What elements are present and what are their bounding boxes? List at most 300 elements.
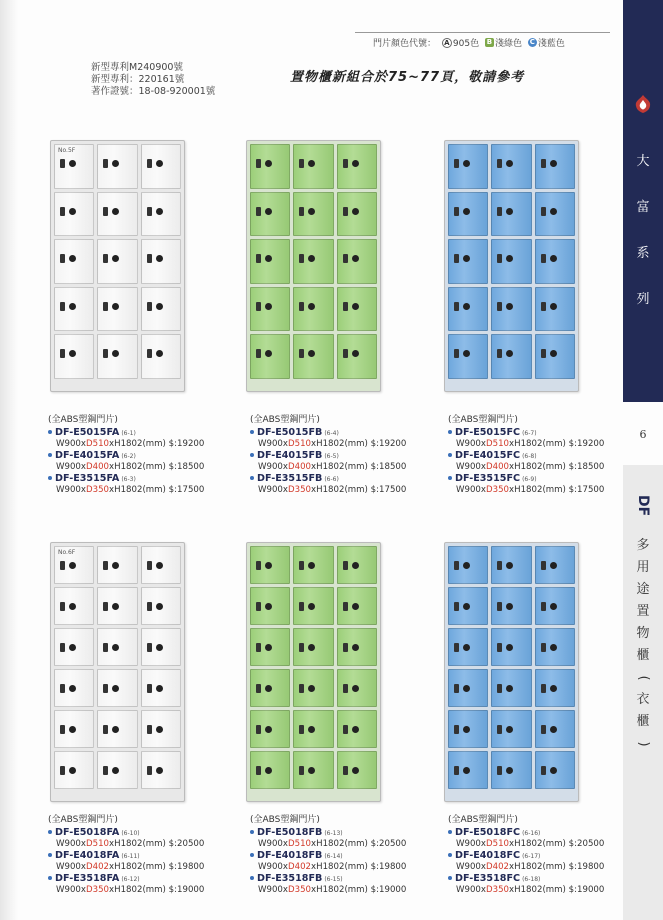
locker-door — [448, 710, 488, 748]
knob-icon — [265, 160, 272, 167]
locker-cabinet-image — [50, 542, 185, 802]
model-code: DF-E5015FA (6-1) — [48, 428, 204, 439]
knob-icon — [463, 685, 470, 692]
category-char: 多 — [636, 538, 650, 553]
locker-door — [97, 192, 137, 237]
color-name-b: 淺綠色 — [494, 39, 522, 49]
knob-icon — [156, 160, 163, 167]
lock-icon — [103, 766, 108, 775]
model-spec: W900xD350xH1802(mm) $:19000 — [56, 885, 205, 895]
locker-door — [337, 751, 377, 789]
knob-icon — [352, 255, 359, 262]
model-ref: (6-4) — [324, 430, 339, 437]
model-ref: (6-13) — [324, 830, 343, 837]
model-ref: (6-18) — [522, 876, 541, 883]
locker-door — [250, 628, 290, 666]
bullet-icon — [48, 476, 52, 480]
model-ref: (6-9) — [522, 476, 537, 483]
model-ref: (6-1) — [121, 430, 136, 437]
knob-icon — [112, 603, 119, 610]
category-char: ) — [636, 741, 651, 747]
locker-door — [491, 239, 531, 284]
lock-icon — [541, 254, 546, 263]
color-chip-b: B — [486, 38, 493, 46]
page-number: 6 — [639, 428, 647, 441]
locker-door — [250, 710, 290, 748]
model-ref: (6-7) — [522, 430, 537, 437]
knob-icon — [265, 767, 272, 774]
lock-icon — [454, 766, 459, 775]
knob-icon — [265, 303, 272, 310]
locker-door — [54, 546, 94, 584]
lock-icon — [497, 561, 502, 570]
locker-door — [54, 628, 94, 666]
color-name-c: 淺藍色 — [537, 39, 565, 49]
knob-icon — [156, 303, 163, 310]
knob-icon — [112, 644, 119, 651]
knob-icon — [112, 685, 119, 692]
bullet-icon — [448, 476, 452, 480]
lock-icon — [147, 602, 152, 611]
knob-icon — [352, 644, 359, 651]
lock-icon — [343, 159, 348, 168]
model-price: $:20500 — [168, 839, 205, 849]
lock-icon — [299, 561, 304, 570]
color-chip-a: A — [442, 38, 452, 48]
door-material-caption: (全ABS塑鋼門片) — [448, 815, 518, 825]
model-code: DF-E4018FC (6-17) — [448, 851, 604, 862]
door-color-codes — [355, 32, 610, 50]
lock-icon — [454, 159, 459, 168]
knob-icon — [112, 303, 119, 310]
lock-icon — [299, 207, 304, 216]
locker-door — [54, 287, 94, 332]
category-char: ( — [636, 675, 651, 681]
knob-icon — [156, 726, 163, 733]
model-list — [48, 428, 204, 497]
knob-icon — [506, 562, 513, 569]
knob-icon — [69, 767, 76, 774]
depth-value: D350 — [288, 485, 312, 495]
locker-door — [97, 144, 137, 189]
locker-door — [491, 587, 531, 625]
knob-icon — [69, 685, 76, 692]
knob-icon — [112, 726, 119, 733]
lock-icon — [299, 254, 304, 263]
knob-icon — [308, 726, 315, 733]
lock-icon — [541, 302, 546, 311]
sidebar-category-code — [623, 495, 663, 516]
locker-door — [141, 144, 181, 189]
lock-icon — [541, 643, 546, 652]
knob-icon — [308, 685, 315, 692]
locker-door — [337, 587, 377, 625]
bullet-icon — [448, 876, 452, 880]
lock-icon — [343, 766, 348, 775]
knob-icon — [352, 303, 359, 310]
model-price: $:19000 — [370, 885, 407, 895]
lock-icon — [60, 207, 65, 216]
bullet-icon — [48, 853, 52, 857]
locker-door — [141, 334, 181, 379]
knob-icon — [352, 767, 359, 774]
locker-door — [535, 587, 575, 625]
knob-icon — [265, 255, 272, 262]
knob-icon — [463, 726, 470, 733]
knob-icon — [550, 160, 557, 167]
knob-icon — [308, 208, 315, 215]
locker-door — [535, 669, 575, 707]
locker-door — [535, 546, 575, 584]
knob-icon — [506, 208, 513, 215]
door-material-caption: (全ABS塑鋼門片) — [48, 415, 118, 425]
locker-door — [491, 334, 531, 379]
depth-value: D510 — [288, 839, 312, 849]
locker-door — [141, 710, 181, 748]
lock-icon — [497, 349, 502, 358]
model-ref: (6-10) — [121, 830, 140, 837]
lock-icon — [60, 349, 65, 358]
knob-icon — [265, 603, 272, 610]
door-material-caption: (全ABS塑鋼門片) — [250, 815, 320, 825]
knob-icon — [308, 303, 315, 310]
model-price: $:17500 — [168, 485, 205, 495]
locker-door — [491, 287, 531, 332]
bullet-icon — [448, 430, 452, 434]
bullet-icon — [48, 430, 52, 434]
knob-icon — [463, 350, 470, 357]
knob-icon — [156, 644, 163, 651]
knob-icon — [550, 644, 557, 651]
category-char: 櫃 — [636, 648, 650, 663]
knob-icon — [550, 303, 557, 310]
locker-door — [54, 239, 94, 284]
model-code: DF-E5018FA (6-10) — [48, 828, 204, 839]
model-list — [448, 428, 604, 497]
locker-door — [293, 144, 333, 189]
knob-icon — [550, 350, 557, 357]
locker-door — [491, 144, 531, 189]
locker-door — [337, 669, 377, 707]
knob-icon — [352, 562, 359, 569]
locker-door — [141, 587, 181, 625]
locker-door — [535, 334, 575, 379]
door-material-caption: (全ABS塑鋼門片) — [250, 415, 320, 425]
model-list — [48, 828, 204, 897]
model-price: $:19800 — [370, 862, 407, 872]
knob-icon — [506, 350, 513, 357]
lock-icon — [343, 561, 348, 570]
depth-value: D350 — [288, 885, 312, 895]
lock-icon — [103, 254, 108, 263]
lock-icon — [256, 159, 261, 168]
depth-value: D510 — [86, 439, 110, 449]
lock-icon — [497, 725, 502, 734]
model-spec: W900xD400xH1802(mm) $:18500 — [456, 462, 605, 472]
category-char: 櫃 — [636, 714, 650, 729]
knob-icon — [463, 303, 470, 310]
locker-door — [491, 628, 531, 666]
model-ref: (6-6) — [324, 476, 339, 483]
knob-icon — [156, 208, 163, 215]
knob-icon — [308, 255, 315, 262]
model-price: $:19000 — [168, 885, 205, 895]
lock-icon — [497, 302, 502, 311]
door-material-caption: (全ABS塑鋼門片) — [48, 815, 118, 825]
locker-door — [54, 751, 94, 789]
knob-icon — [352, 685, 359, 692]
lock-icon — [256, 643, 261, 652]
lock-icon — [147, 643, 152, 652]
locker-door — [535, 628, 575, 666]
locker-door — [250, 546, 290, 584]
model-price: $:17500 — [370, 485, 407, 495]
model-spec: W900xD350xH1802(mm) $:17500 — [56, 485, 205, 495]
locker-door — [97, 239, 137, 284]
lock-icon — [103, 643, 108, 652]
knob-icon — [69, 255, 76, 262]
lock-icon — [60, 254, 65, 263]
locker-door — [141, 669, 181, 707]
knob-icon — [550, 208, 557, 215]
locker-door — [293, 751, 333, 789]
model-code: DF-E3515FC (6-9) — [448, 474, 604, 485]
knob-icon — [265, 208, 272, 215]
locker-door — [535, 192, 575, 237]
binding-edge — [0, 0, 18, 920]
locker-door — [54, 192, 94, 237]
color-name-a: 905色 — [452, 39, 480, 49]
knob-icon — [156, 767, 163, 774]
model-ref: (6-14) — [324, 853, 343, 860]
locker-door — [141, 628, 181, 666]
knob-icon — [308, 603, 315, 610]
locker-door — [141, 751, 181, 789]
lock-icon — [454, 561, 459, 570]
model-code: DF-E4018FB (6-14) — [250, 851, 406, 862]
lock-icon — [454, 207, 459, 216]
color-chip-c: C — [529, 38, 535, 46]
knob-icon — [265, 685, 272, 692]
locker-door — [337, 334, 377, 379]
locker-door — [141, 192, 181, 237]
lock-icon — [256, 254, 261, 263]
locker-door — [491, 751, 531, 789]
bullet-icon — [448, 830, 452, 834]
knob-icon — [550, 603, 557, 610]
locker-door — [250, 192, 290, 237]
depth-value: D350 — [86, 485, 110, 495]
locker-door — [337, 710, 377, 748]
model-code: DF-E3515FB (6-6) — [250, 474, 406, 485]
locker-door — [535, 751, 575, 789]
locker-door — [337, 628, 377, 666]
knob-icon — [69, 208, 76, 215]
lock-icon — [299, 159, 304, 168]
lock-icon — [343, 349, 348, 358]
lock-icon — [454, 602, 459, 611]
lock-icon — [147, 207, 152, 216]
knob-icon — [265, 644, 272, 651]
locker-door — [293, 669, 333, 707]
knob-icon — [506, 644, 513, 651]
model-spec: W900xD402xH1802(mm) $:19800 — [56, 862, 205, 872]
depth-value: D400 — [288, 462, 312, 472]
knob-icon — [112, 255, 119, 262]
locker-door — [535, 239, 575, 284]
locker-door — [141, 239, 181, 284]
model-code: DF-E4018FA (6-11) — [48, 851, 204, 862]
knob-icon — [156, 350, 163, 357]
lock-icon — [103, 602, 108, 611]
knob-icon — [156, 562, 163, 569]
knob-icon — [352, 350, 359, 357]
knob-icon — [506, 160, 513, 167]
knob-icon — [506, 685, 513, 692]
locker-door — [54, 587, 94, 625]
locker-door — [337, 144, 377, 189]
bullet-icon — [250, 430, 254, 434]
model-price: $:19800 — [568, 862, 605, 872]
locker-door — [141, 287, 181, 332]
depth-value: D402 — [486, 862, 510, 872]
lock-icon — [454, 643, 459, 652]
knob-icon — [550, 255, 557, 262]
lock-icon — [256, 602, 261, 611]
knob-icon — [550, 562, 557, 569]
knob-icon — [112, 160, 119, 167]
depth-value: D510 — [486, 839, 510, 849]
locker-door — [141, 546, 181, 584]
locker-door — [250, 587, 290, 625]
knob-icon — [112, 208, 119, 215]
knob-icon — [308, 350, 315, 357]
lock-icon — [103, 207, 108, 216]
knob-icon — [550, 726, 557, 733]
locker-cabinet-image — [246, 542, 381, 802]
sidebar-series-char: 大 — [636, 154, 650, 169]
color-codes-label: 門片顏色代號： — [373, 39, 437, 49]
lock-icon — [299, 643, 304, 652]
knob-icon — [308, 644, 315, 651]
lock-icon — [497, 159, 502, 168]
model-price: $:18500 — [168, 462, 205, 472]
category-code-text: DF — [635, 495, 651, 517]
lock-icon — [541, 766, 546, 775]
lock-icon — [497, 254, 502, 263]
depth-value: D510 — [86, 839, 110, 849]
lock-icon — [60, 684, 65, 693]
knob-icon — [352, 603, 359, 610]
locker-door — [448, 239, 488, 284]
sidebar-category — [623, 535, 663, 755]
locker-cabinet-image — [444, 140, 579, 392]
model-price: $:20500 — [370, 839, 407, 849]
knob-icon — [69, 350, 76, 357]
bullet-icon — [250, 453, 254, 457]
depth-value: D510 — [288, 439, 312, 449]
lock-icon — [299, 684, 304, 693]
knob-icon — [352, 208, 359, 215]
knob-icon — [156, 685, 163, 692]
brand-logo-icon — [631, 92, 655, 116]
model-spec: W900xD402xH1802(mm) $:19800 — [258, 862, 407, 872]
model-spec: W900xD350xH1802(mm) $:19000 — [258, 885, 407, 895]
knob-icon — [506, 603, 513, 610]
locker-door — [293, 334, 333, 379]
locker-door — [97, 628, 137, 666]
knob-icon — [506, 255, 513, 262]
model-code: DF-E4015FC (6-8) — [448, 451, 604, 462]
knob-icon — [550, 685, 557, 692]
model-ref: (6-12) — [121, 876, 140, 883]
depth-value: D510 — [486, 439, 510, 449]
locker-cabinet-image — [50, 140, 185, 392]
lock-icon — [454, 302, 459, 311]
knob-icon — [156, 255, 163, 262]
lock-icon — [256, 302, 261, 311]
locker-door — [293, 192, 333, 237]
lock-icon — [299, 602, 304, 611]
lock-icon — [147, 349, 152, 358]
lock-icon — [299, 349, 304, 358]
locker-door — [293, 239, 333, 284]
locker-door — [250, 287, 290, 332]
patent-info — [91, 62, 215, 98]
locker-door — [448, 287, 488, 332]
sidebar — [623, 0, 663, 920]
locker-door — [535, 144, 575, 189]
model-spec: W900xD510xH1802(mm) $:19200 — [456, 439, 605, 449]
lock-icon — [256, 561, 261, 570]
depth-value: D402 — [288, 862, 312, 872]
bullet-icon — [48, 876, 52, 880]
model-ref: (6-2) — [121, 453, 136, 460]
lock-icon — [60, 602, 65, 611]
model-code: DF-E4015FA (6-2) — [48, 451, 204, 462]
lock-icon — [343, 725, 348, 734]
model-ref: (6-16) — [522, 830, 541, 837]
locker-door — [337, 192, 377, 237]
model-price: $:20500 — [568, 839, 605, 849]
knob-icon — [463, 644, 470, 651]
lock-icon — [256, 207, 261, 216]
model-list — [250, 428, 406, 497]
locker-door — [293, 587, 333, 625]
knob-icon — [156, 603, 163, 610]
lock-icon — [454, 349, 459, 358]
model-ref: (6-17) — [522, 853, 541, 860]
model-price: $:17500 — [568, 485, 605, 495]
locker-door — [293, 287, 333, 332]
model-price: $:19200 — [370, 439, 407, 449]
lock-icon — [454, 684, 459, 693]
knob-icon — [308, 562, 315, 569]
lock-icon — [541, 349, 546, 358]
lock-icon — [343, 602, 348, 611]
lock-icon — [147, 725, 152, 734]
locker-cabinet-image — [444, 542, 579, 802]
model-list — [250, 828, 406, 897]
lock-icon — [541, 725, 546, 734]
model-price: $:19800 — [168, 862, 205, 872]
patent-line: 新型專利：220161號 — [91, 74, 185, 85]
lock-icon — [147, 159, 152, 168]
knob-icon — [69, 603, 76, 610]
model-code: DF-E5018FC (6-16) — [448, 828, 604, 839]
lock-icon — [147, 766, 152, 775]
locker-door — [97, 287, 137, 332]
